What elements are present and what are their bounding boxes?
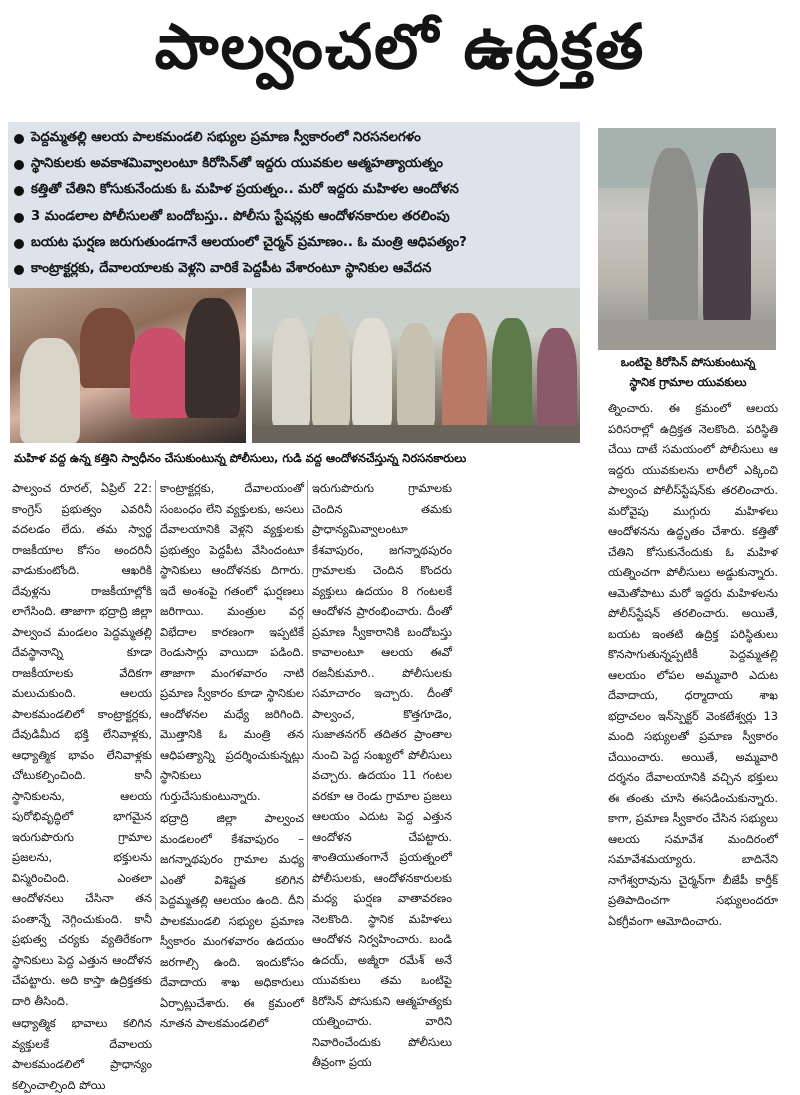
article-paragraph: కాంట్రాక్టర్లకు, దేవాలయంతో సంబంధం లేని వ్యక్తులకు, అసలు దేవాలయానికి వెళ్లని వ్యక్తులకు ప్రభుత్వం పెద్దపీట వేసిందంటూ స్థానికులు ఆందోళనకు దిగారు. ఇదే అంశంపై గతంలో ఘర్షణలు జరిగాయి. మంత్రుల వర్గ విభేదాల కారణంగా ఇప్పటికే రెండుసార్లు వాయిదా పడింది. తాజాగా మంగళవారం నాటి ప్రమాణ స్వీకారం కూడా స్థానికుల ఆందోళనల మధ్యే జరిగింది. మొత్తానికి ఓ మంత్రి తన ఆధిపత్యాన్ని ప్రదర్శించుకున్నట్లు స్థానికులు గుర్తుచేసుకుంటున్నారు. <box>160 481 304 803</box>
article-paragraph: త్నించారు. ఈ క్రమంలో ఆలయ పరిసరాల్లో ఉద్రిక్తత నెలకొంది. పరిస్థితి చేయి దాటే సమయంలో పోలీసులు ఆ ఇద్దరు యువకులను లారీలో ఎక్కించి పాల్వంచ పోలీస్‌స్టేషన్‌కు తరలించారు. మరోవైపు ముగ్గురు మహిళలు ఆందోళనను ఉద్ధృతం చేశారు. కత్తితో చేతిని కోసుకునేందుకు ఓ మహిళ యత్నించగా పోలీసులు అడ్డుకున్నారు. ఆమెతోపాటు మరో ఇద్దరు మహిళలను పోలీస్‌స్టేషన్ తరలించారు. అయితే, బయట ఇంతటి ఉద్రిక్త పరిస్థితులు కొనసాగుతున్నప్పటికీ పెద్దమ్మతల్లి ఆలయం లోపల అమ్మవారి ఎదుట దేవాదాయ, ధర్మాదాయ శాఖ భద్రాచలం ఇన్‌స్పెక్టర్ వెంకటేశ్వర్లు 13 మంది సభ్యులతో ప్రమాణ స్వీకారం చేయించారు. అయితే, అమ్మవారి దర్శనం దేవాలయానికి వచ్చిన భక్తులు ఈ తంతు చూసి ఈసడించుకున్నారు. కాగా, ప్రమాణ స్వీకారం చేసిన సభ్యులు ఆలయ సమావేశ మందిరంలో సమావేశమయ్యారు. బాదినేని నాగేశ్వరావును చైర్మన్‌గా బీజేపీ కార్తీక్ ప్రతిపాదించగా సభ్యులందరూ ఏకగ్రీవంగా ఆమోదించారు. <box>608 401 778 928</box>
subheadline-bullets <box>8 122 580 288</box>
article-column-1 <box>12 478 152 1092</box>
article-paragraph: పాల్వంచ రూరల్, ఏప్రిల్ 22: కాంగ్రెస్ ప్రభుత్వం ఎవరినీ వదలడం లేదు. తమ స్వార్థ రాజకీయాల కోసం అందరినీ వాడుకుంటోంది. ఆఖరికి దేవుళ్లను రాజకీయాల్లోకి లాగేసింది. తాజాగా భద్రాద్రి జిల్లా పాల్వంచ మండలం పెద్దమ్మతల్లి దేవస్థానాన్ని కూడా రాజకీయాలకు వేదికగా మలుచుకుంది. ఆలయ పాలకమండలిలో కాంట్రాక్టర్లకు, దేవుడిమీద భక్తి లేనివాళ్లకు, ఆధ్యాత్మిక భావం లేనివాళ్లకు చోటుకల్పించింది. కానీ స్థానికులను, ఆలయ పురోభివృద్ధిలో భాగమైన ఇరుగుపొరుగు గ్రామాల ప్రజలను, భక్తులను విస్మరించింది. ఎంతలా ఆందోళనలు చేసినా తన పంతాన్నే నెగ్గించుకుంది. కానీ ప్రభుత్వ చర్యకు వ్యతిరేకంగా స్థానికులు పెద్ద ఎత్తున ఆందోళన చేపట్టారు. అది కాస్తా ఉద్రిక్తతకు దారి తీసింది. <box>12 481 152 1008</box>
bullet-item: 3 మండలాల పోలీసులతో బందోబస్తు.. పోలీసు స్టేషన్లకు ఆందోళనకారుల తరలింపు <box>14 205 574 231</box>
bullet-item: కాంట్రాక్టర్లకు, దేవాలయాలకు వెళ్లని వారికే పెద్దపీట వేశారంటూ స్థానికుల ఆవేదన <box>14 257 574 283</box>
article-column-2 <box>160 478 304 1030</box>
bullet-item: స్థానికులకు అవకాశమివ్వాలంటూ కిరోసిన్‌తో ఇద్దరు యువకుల ఆత్మహత్యాయత్నం <box>14 152 574 178</box>
article-paragraph: ఇరుగుపొరుగు గ్రామాలకు చెందిన తమకు ప్రాధాన్యమివ్వాలంటూ కేశవాపురం, జగన్నాథపురం గ్రామాలకు చెందిన కొందరు వ్యక్తులు ఉదయం 8 గంటలకే ఆందోళన ప్రారంభించారు. దీంతో ప్రమాణ స్వీకారానికి బందోబస్తు కావాలంటూ ఆలయ ఈవో రజనీకుమారి.. పోలీసులకు సమాచారం ఇచ్చారు. దీంతో పాల్వంచ, కొత్తగూడెం, సుజాతనగర్ తదితర ప్రాంతాల నుంచి పెద్ద సంఖ్యలో పోలీసులు వచ్చారు. ఉదయం 11 గంటల వరకూ ఆ రెండు గ్రామాల ప్రజలు ఆలయం ఎదుట పెద్ద ఎత్తున ఆందోళన చేపట్టారు. శాంతియుతంగానే ప్రయత్నంలో పోలీసులకు, ఆందోళనకారులకు మధ్య ఘర్షణ వాతావరణం నెలకొంది. స్థానిక మహిళలు ఆందోళన నిర్వహించారు. బండి ఉదయ్, అజ్మీరా రమేశ్ అనే యువకులు తమ ఒంటిపై కిరోసిన్ పోసుకుని ఆత్మహత్యకు యత్నించారు. వారిని నివారించేందుకు పోలీసులు తీవ్రంగా ప్రయ <box>312 481 452 1069</box>
caption-line: స్థానిక గ్రామాల యువకులు <box>629 375 747 389</box>
bullet-dot-icon <box>14 134 24 144</box>
caption-line: ఒంటిపై కిరోసిన్ పోసుకుంటున్న <box>620 355 756 369</box>
bullet-dot-icon <box>14 160 24 170</box>
column-divider <box>155 480 156 910</box>
bullet-dot-icon <box>14 186 24 196</box>
bullet-item: బయట ఘర్షణ జరుగుతుండగానే ఆలయంలో చైర్మన్ ప్రమాణం.. ఓ మంత్రి ఆధిపత్యం? <box>14 231 574 257</box>
photo-caption-bottom: మహిళ వద్ద ఉన్న కత్తిని స్వాధీనం చేసుకుంటున్న పోలీసులు, గుడి వద్ద ఆందోళనచేస్తున్న నిరసనకారులు <box>14 450 467 465</box>
bullet-item: పెద్దమ్మతల్లి ఆలయ పాలకమండలి సభ్యుల ప్రమాణ స్వీకారంలో నిరసనలగళం <box>14 126 574 152</box>
photo-protesters-temple <box>252 288 580 443</box>
bullet-item: కత్తితో చేతిని కోసుకునేందుకు ఓ మహిళ ప్రయత్నం.. మరో ఇద్దరు మహిళల ఆందోళన <box>14 178 574 204</box>
photo-police-woman-knife <box>10 288 246 443</box>
headline: పాల్వంచలో ఉద్రిక్తత <box>154 10 646 83</box>
article-column-4 <box>608 398 778 928</box>
photo-caption-right <box>598 352 778 396</box>
article-paragraph: భద్రాద్రి జిల్లా పాల్వంచ మండలంలో కేశవాపురం – జగన్నాథపురం గ్రామాల మధ్య ఎంతో విశిష్టత కలిగిన పెద్దమ్మతల్లి ఆలయం ఉంది. దీని పాలకమండలి సభ్యుల ప్రమాణ స్వీకారం మంగళవారం ఉదయం జరగాల్సి ఉంది. ఇందుకోసం దేవాదాయ శాఖ అధికారులు ఏర్పాట్లుచేశారు. ఈ క్రమంలో నూతన పాలకమండలిలో <box>160 811 304 1030</box>
photo-youths-kerosene <box>598 128 776 350</box>
article-paragraph: ఆధ్యాత్మిక భావాలు కలిగిన వ్యక్తులకే దేవాలయ పాలకమండలిలో ప్రాధాన్యం కల్పించాల్సింది పోయి <box>12 1016 152 1092</box>
bullet-dot-icon <box>14 265 24 275</box>
column-divider <box>307 480 308 910</box>
bullet-dot-icon <box>14 239 24 249</box>
article-column-3 <box>312 478 452 1069</box>
bullet-dot-icon <box>14 213 24 223</box>
